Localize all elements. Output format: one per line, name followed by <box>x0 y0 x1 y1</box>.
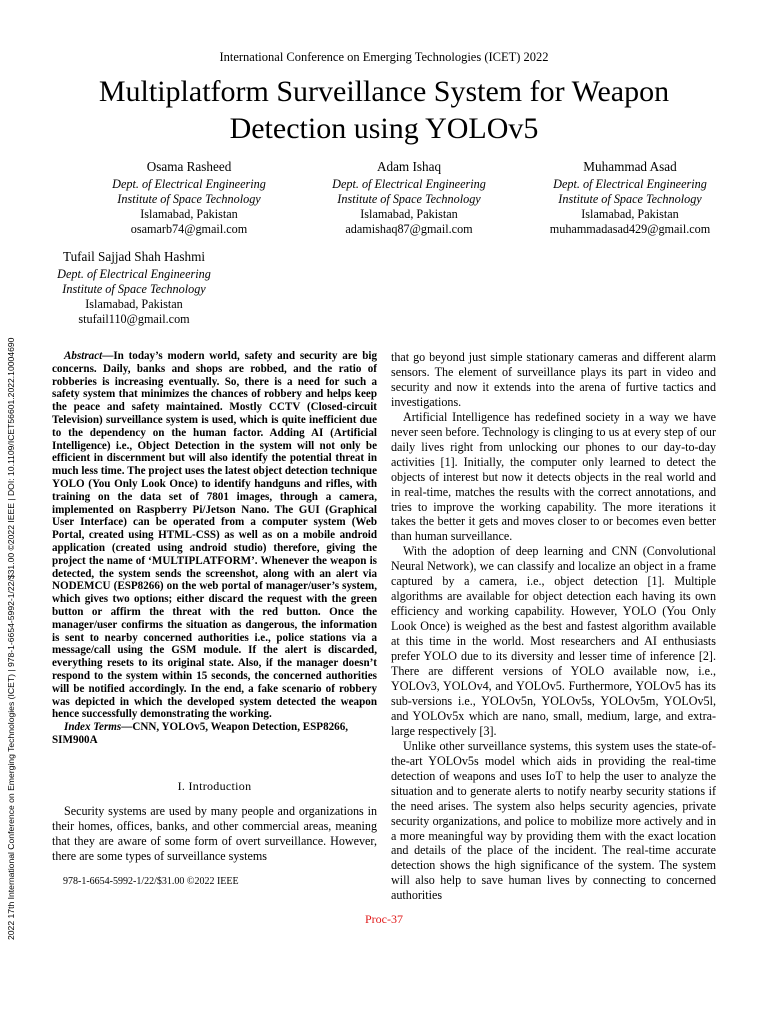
title-line-2: Detection using YOLOv5 <box>229 112 539 145</box>
doi-sidebar-text: 2022 17th International Conference on Emerging Technologies (ICET) | 978-1-6654-5992-1/22/$31.00 ©2022 IEEE | DOI: 10.1109/ICET56601.2022.10004690 <box>6 337 16 940</box>
author-city: Islamabad, Pakistan <box>140 207 238 221</box>
author-email: stufail110@gmail.com <box>78 312 190 326</box>
abstract-text: —In today’s modern world, safety and security are big concerns. Daily, banks and shops are robbed, and the ratio of robberies is increasing eventually. So, there is a need for such a safety system that minimizes the chances of robbery and helps keep the peace and safety maintained. Mostly CCTV (Closed-circuit Television) surveillance system is used, which is quite inefficient due to the dependency on the human factor. Adding AI (Artificial Intelligence) i.e., Object Detection in the system will not only be efficient in discernment but will also identify the potential threat in much less time. The project uses the latest object detection technique YOLO (You Only Look Once) to identify handguns and rifles, with training on the data set of 7801 images, through a camera, implemented on Raspberry Pi/Jetson Nano. The GUI (Graphical User Interface) can be operated from a computer system (Web Portal, created using HTML-CSS) as well as on a mobile android application (created using android studio) therefore, giving the project the name of ‘MULTIPLATFORM’. Whenever the weapon is detected, the system sends the screenshot, along with an alert via NODEMCU (ESP8266) on the web portal of manager/user’s system, which gives two options; either discard the request with the green button or affirm the threat with the red button. Once the manager/user confirms the situation as dangerous, the information is sent to nearby concerned authorities i.e., police stations via a message/call using the GSM module. If the alert is discarded, everything resets to its original state. Also, if the manager doesn’t respond to the system within 15 seconds, the concerned authorities will be notified accordingly. In the end, a fake scenario of robbery was depicted in which the developed system detected the weapon hence successfully demonstrating the working. <box>52 350 377 721</box>
author-institute: Institute of Space Technology <box>337 192 481 206</box>
title-line-1: Multiplatform Surveillance System for Weapon <box>98 75 670 108</box>
author-email: osamarb74@gmail.com <box>130 222 248 236</box>
paper-title <box>40 73 728 147</box>
right-column <box>391 350 716 903</box>
author-email: adamishaq87@gmail.com <box>345 222 473 236</box>
author-city: Islamabad, Pakistan <box>360 207 458 221</box>
left-column <box>52 350 377 863</box>
conference-header: International Conference on Emerging Technologies (ICET) 2022 <box>219 50 549 64</box>
index-terms <box>52 721 377 747</box>
abstract <box>52 350 377 721</box>
author-institute: Institute of Space Technology <box>117 192 261 206</box>
intro-paragraph: Security systems are used by many people and organizations in their homes, offices, banks, and other commercial areas, meaning that they are aware of some form of overt surveillance. However, there are some types of surveillance systems <box>52 803 377 863</box>
author-name: Tufail Sajjad Shah Hashmi <box>62 249 205 264</box>
author-city: Islamabad, Pakistan <box>581 207 679 221</box>
author-dept: Dept. of Electrical Engineering <box>112 177 266 191</box>
index-terms-label: Index Terms <box>64 721 122 734</box>
page-number: Proc-37 <box>365 912 403 926</box>
index-terms-text: —CNN, YOLOv5, Weapon Detection, ESP8266, SIM900A <box>52 721 349 746</box>
author-name: Osama Rasheed <box>146 159 232 174</box>
author-dept: Dept. of Electrical Engineering <box>57 267 211 281</box>
author-block-2 <box>294 159 524 237</box>
copyright-footnote: 978-1-6654-5992-1/22/$31.00 ©2022 IEEE <box>63 876 239 887</box>
right-paragraph-1: that go beyond just simple stationary cameras and different alarm sensors. The element of surveillance plays its part in video and security and now it extends into the arena of furtive tactics and investigations. <box>391 350 716 409</box>
abstract-label: Abstract <box>64 350 103 362</box>
author-dept: Dept. of Electrical Engineering <box>332 177 486 191</box>
author-name: Muhammad Asad <box>583 159 677 174</box>
author-institute: Institute of Space Technology <box>558 192 702 206</box>
author-block-4 <box>19 249 249 327</box>
author-block-3 <box>515 159 745 237</box>
author-city: Islamabad, Pakistan <box>85 297 183 311</box>
right-paragraph-2: Artificial Intelligence has redefined society in a way we have never seen before. Technology is clinging to us at every step of our daily lives right from unlocking our phones to our day-to-day activities [1]. Initially, the computer only learned to detect the objects of interest but now it detects objects in the real world and in real-time, matches the results with the correct annotations, and tries to improve the working capability. The more iterations it takes the better it gets and moves closer to or becomes even better than human surveillance. <box>391 409 716 544</box>
author-block-1 <box>74 159 304 237</box>
right-paragraph-3: With the adoption of deep learning and CNN (Convolutional Neural Network), we can classify and localize an object in a frame captured by a camera, i.e., object detection [1]. Multiple algorithms are available for object detection each having its own efficiency and working capability. However, YOLO (You Only Look Once) is weighed as the best and fastest algorithm available at this time in the world. Most researchers and AI enthusiasts prefer YOLO due to its diversity and lesser time of inference [2]. There are different versions of YOLO available now, i.e., YOLOv3, YOLOv4, and YOLOv5. Furthermore, YOLOv5 has its sub-versions i.e., YOLOv5n, YOLOv5s, YOLOv5m, YOLOv5l, and YOLOv5x which are nano, small, medium, large, and extra-large respectively [3]. <box>391 544 716 738</box>
section-heading: I. Introduction <box>177 778 252 793</box>
doi-sidebar <box>1 330 21 940</box>
right-paragraph-4: Unlike other surveillance systems, this system uses the state-of-the-art YOLOv5s model which aids in providing the real-time detection of weapons and uses IoT to help the user to analyze the situation and to generate alerts to notify nearby security stations if the need arises. The system also helps security agencies, private security organizations, and police to mobilize more actively and in a more meaningful way by providing them with the exact location and details of the place of the incident. The real-time accurate detection shows the high significance of the system. The system will also help to save human lives by connecting to concerned authorities <box>391 738 716 903</box>
author-institute: Institute of Space Technology <box>62 282 206 296</box>
author-name: Adam Ishaq <box>376 159 442 174</box>
author-email: muhammadasad429@gmail.com <box>549 222 711 236</box>
author-dept: Dept. of Electrical Engineering <box>553 177 707 191</box>
